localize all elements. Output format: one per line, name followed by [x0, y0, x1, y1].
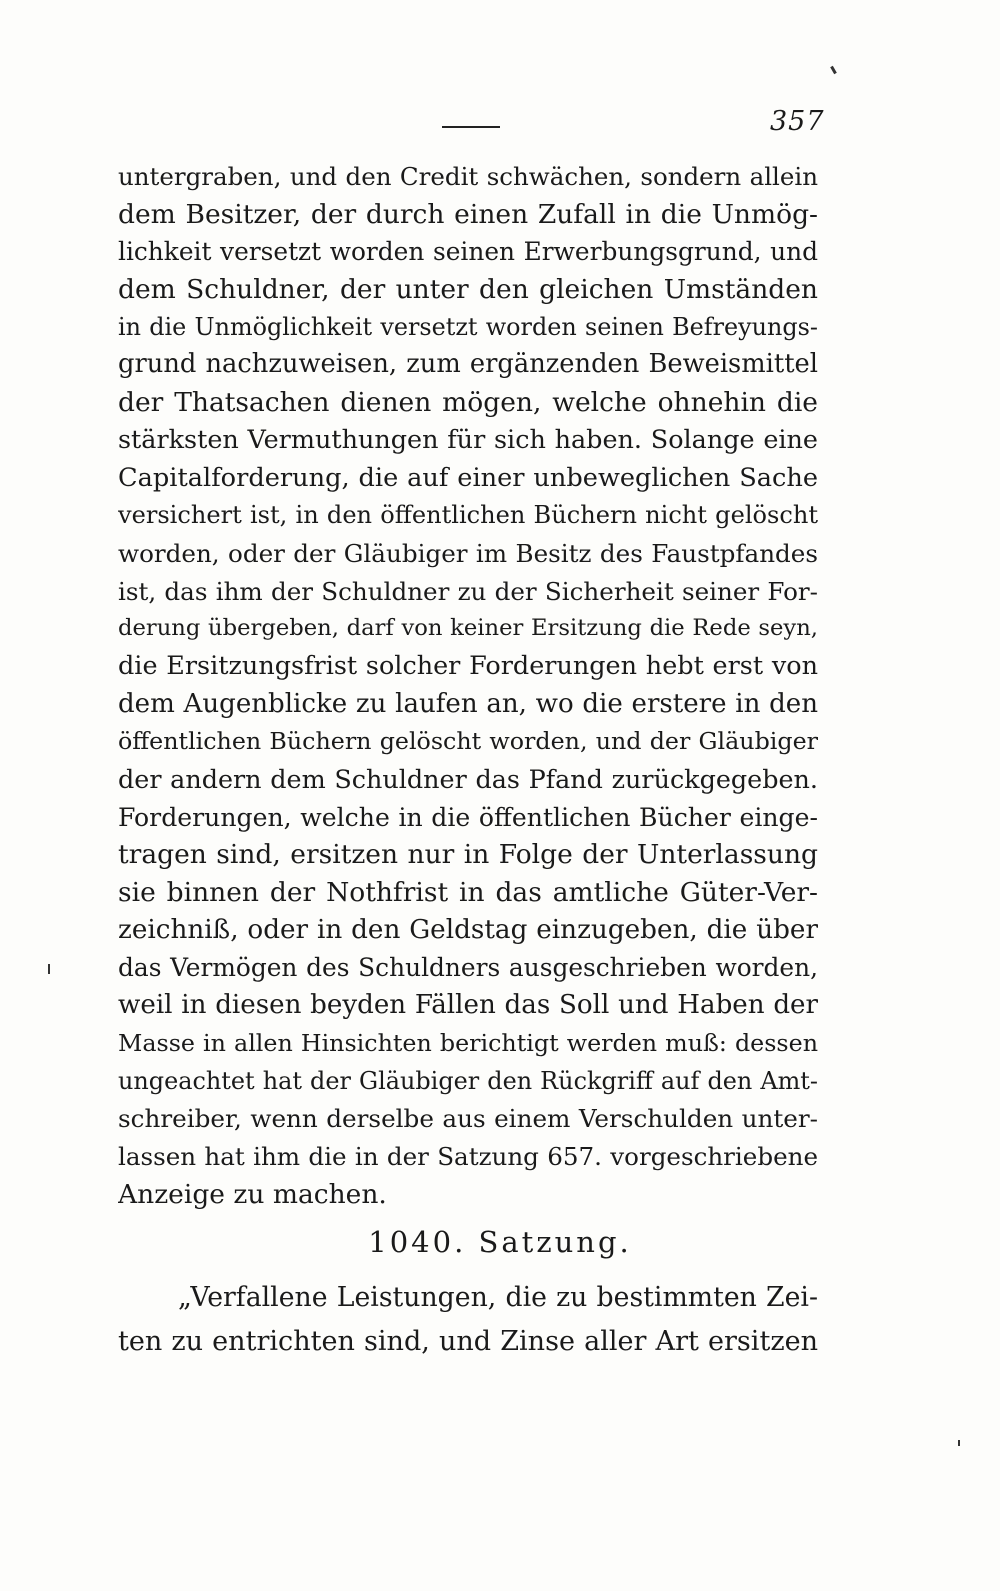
text-line: untergraben, und den Credit schwächen, sondern allein: [118, 162, 818, 191]
text-line: schreiber, wenn derselbe aus einem Verschulden unter-: [118, 1104, 818, 1134]
text-line: lassen hat ihm die in der Satzung 657. vorgeschriebene: [118, 1141, 818, 1171]
text-line: öffentlichen Büchern gelöscht worden, und der Gläubiger: [118, 727, 818, 756]
text-line: grund nachzuweisen, zum ergänzenden Beweismittel: [118, 349, 818, 380]
scan-speck: [958, 1440, 960, 1446]
text-line: ungeachtet hat der Gläubiger den Rückgriff auf den Amt-: [118, 1066, 818, 1095]
text-line: tragen sind, ersitzen nur in Folge der Unterlassung: [118, 839, 818, 871]
text-line: Anzeige zu machen.: [118, 1178, 387, 1210]
scan-speck: [48, 964, 50, 974]
text-line: Capitalforderung, die auf einer unbeweglichen Sache: [118, 462, 818, 493]
text-line: ten zu entrichten sind, und Zinse aller Art ersitzen: [118, 1326, 818, 1357]
page-number: 357: [770, 106, 825, 137]
text-line: die Ersitzungsfrist solcher Forderungen hebt erst von: [118, 650, 818, 681]
text-line: derung übergeben, darf von keiner Ersitzung die Rede seyn,: [118, 615, 818, 642]
section-heading: 1040. Satzung.: [368, 1225, 632, 1259]
text-line: stärksten Vermuthungen für sich haben. Solange eine: [118, 424, 818, 455]
text-line: lichkeit versetzt worden seinen Erwerbungsgrund, und: [118, 237, 818, 267]
text-line: Masse in allen Hinsichten berichtigt werden muß: dessen: [118, 1028, 818, 1057]
text-line: zeichniß, oder in den Geldstag einzugeben, die über: [118, 914, 818, 945]
text-line: worden, oder der Gläubiger im Besitz des Faustpfandes: [118, 538, 818, 568]
text-line: weil in diesen beyden Fällen das Soll und Haben der: [118, 990, 818, 1021]
text-line: sie binnen der Nothfrist in das amtliche Güter-Ver-: [118, 877, 818, 909]
text-line: dem Schuldner, der unter den gleichen Umständen: [118, 274, 818, 306]
text-line: das Vermögen des Schuldners ausgeschrieben worden,: [118, 953, 818, 983]
section-text: [118, 1276, 818, 1364]
text-line: der Thatsachen dienen mögen, welche ohnehin die: [118, 387, 818, 419]
text-line: der andern dem Schuldner das Pfand zurückgegeben.: [118, 764, 818, 794]
text-line: Forderungen, welche in die öffentlichen Bücher einge-: [118, 802, 818, 832]
header-rule: [442, 126, 500, 128]
text-line: „Verfallene Leistungen, die zu bestimmten Zei-: [178, 1282, 818, 1313]
scan-speck: [830, 66, 837, 74]
text-line: versichert ist, in den öffentlichen Büchern nicht gelöscht: [118, 501, 818, 530]
body-text: [118, 158, 818, 1213]
text-line: in die Unmöglichkeit versetzt worden seinen Befreyungs-: [118, 312, 818, 341]
text-line: dem Besitzer, der durch einen Zufall in die Unmög-: [118, 198, 818, 230]
text-line: ist, das ihm der Schuldner zu der Sicherheit seiner For-: [118, 576, 818, 606]
text-line: dem Augenblicke zu laufen an, wo die erstere in den: [118, 688, 818, 719]
